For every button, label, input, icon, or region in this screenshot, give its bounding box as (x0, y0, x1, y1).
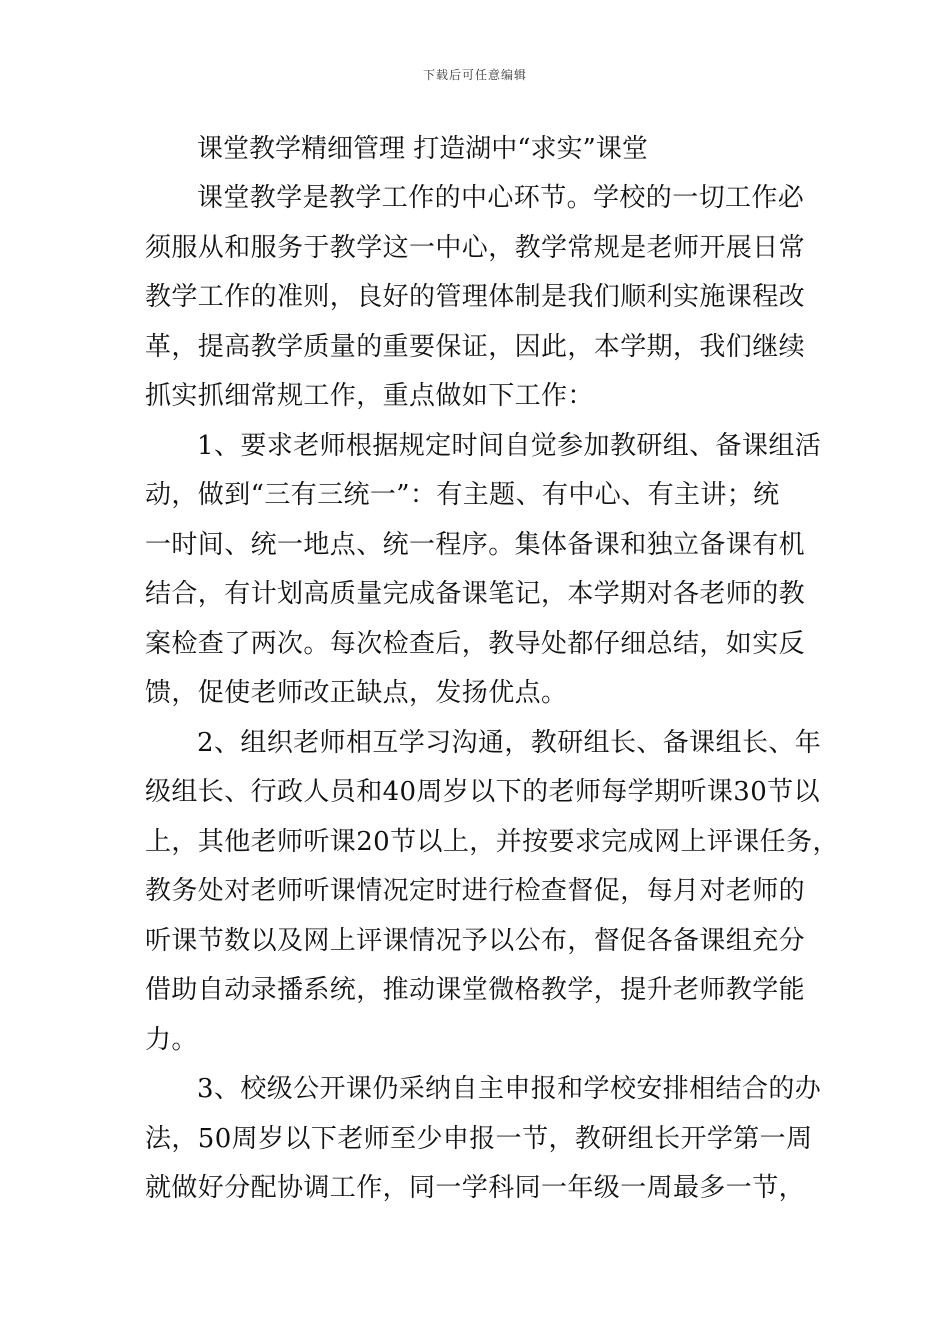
paragraph-line: 馈，促使老师改正缺点，发扬优点。 (145, 678, 568, 708)
paragraph-line: 结合，有计划高质量完成备课笔记，本学期对各老师的教 (145, 579, 806, 609)
paragraph-line: 课堂教学是教学工作的中心环节。学校的一切工作必 (197, 183, 805, 213)
paragraph-line: 上，其他老师听课20节以上，并按要求完成网上评课任务， (145, 826, 839, 857)
paragraph-line: 教学工作的准则，良好的管理体制是我们顺利实施课程改 (145, 282, 806, 312)
paragraph-line: 一时间、统一地点、统一程序。集体备课和独立备课有机 (145, 529, 806, 560)
paragraph-line: 力。 (145, 1024, 198, 1055)
document-title: 课堂教学精细管理 打造湖中“求实”课堂 (197, 134, 648, 164)
page-header-note: 下载后可任意编辑 (422, 68, 527, 82)
document-body (145, 124, 839, 1214)
paragraph-item-3 (145, 1065, 825, 1214)
paragraph-line: 级组长、行政人员和40周岁以下的老师每学期听课30节以 (145, 777, 820, 807)
paragraph-item-2 (145, 719, 839, 1066)
paragraph-line: 法，50周岁以下老师至少申报一节，教研组长开学第一周 (145, 1123, 813, 1154)
paragraph-intro (145, 174, 825, 422)
paragraph-line: 借助自动录播系统，推动课堂微格教学，提升老师教学能 (145, 975, 806, 1005)
paragraph-line: 就做好分配协调工作，同一学科同一年级一周最多一节， (145, 1173, 806, 1203)
paragraph-line: 革，提高教学质量的重要保证，因此，本学期，我们继续 (145, 331, 806, 362)
paragraph-line: 抓实抓细常规工作，重点做如下工作： (145, 381, 594, 411)
paragraph-line: 2、组织老师相互学习沟通，教研组长、备课组长、年 (197, 727, 822, 758)
paragraph-line: 听课节数以及网上评课情况予以公布，督促各备课组充分 (145, 925, 806, 956)
paragraph-item-1 (145, 422, 825, 719)
paragraph-line: 须服从和服务于教学这一中心，教学常规是老师开展日常 (145, 232, 806, 263)
paragraph-line: 3、校级公开课仍采纳自主申报和学校安排相结合的办 (197, 1074, 822, 1104)
paragraph-line: 动，做到“三有三统一”：有主题、有中心、有主讲；统 (145, 480, 780, 510)
paragraph-line: 1、要求老师根据规定时间自觉参加教研组、备课组活 (197, 430, 822, 461)
paragraph-line: 案检查了两次。每次检查后，教导处都仔细总结，如实反 (145, 628, 806, 659)
paragraph-line: 教务处对老师听课情况定时进行检查督促，每月对老师的 (145, 876, 806, 906)
